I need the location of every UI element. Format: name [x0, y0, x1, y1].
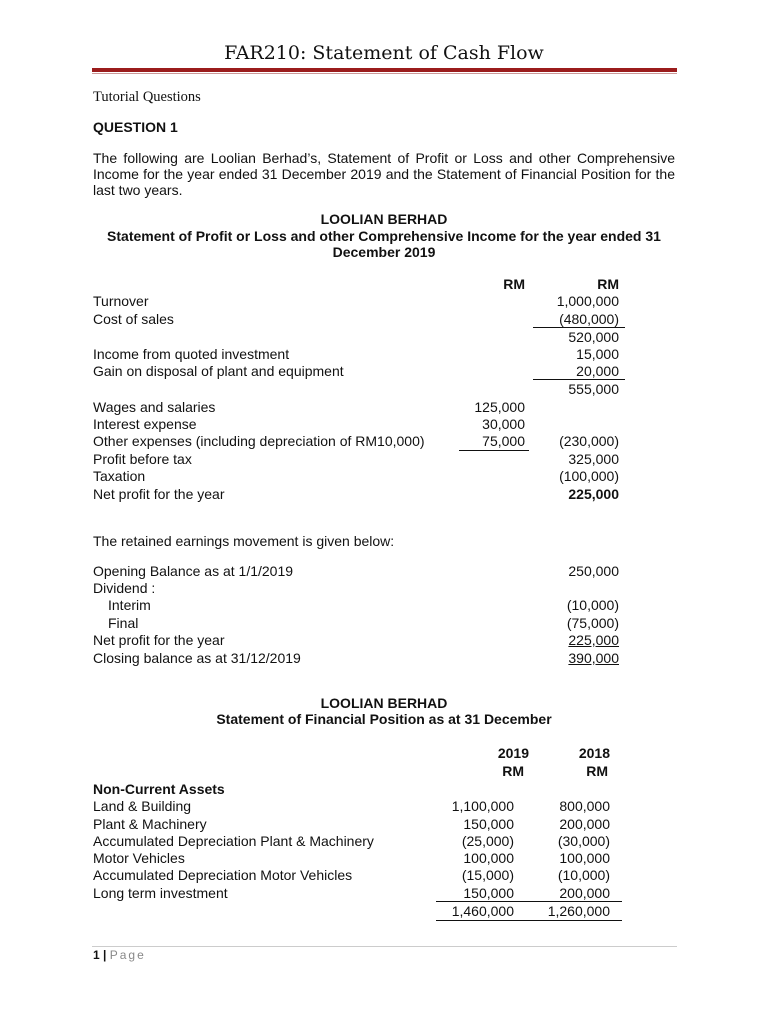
row-value: 325,000	[568, 451, 619, 467]
subtotal-rule	[533, 379, 625, 380]
row-value: 1,000,000	[556, 293, 619, 309]
row-label: Motor Vehicles	[93, 850, 185, 866]
sfp-row-acc-dep-plant	[93, 833, 616, 850]
sfp-col1-year: 2019	[497, 745, 529, 761]
page-number: 1	[93, 948, 100, 962]
header-rule	[92, 68, 677, 72]
row-label: Land & Building	[93, 798, 192, 814]
re-row-opening	[93, 563, 633, 580]
row-value-2018: 200,000	[559, 816, 610, 832]
sfp-section-heading	[93, 781, 633, 798]
tutorial-label: Tutorial Questions	[93, 89, 201, 105]
row-label: Income from quoted investment	[93, 346, 290, 362]
subtotal-rule	[533, 327, 625, 328]
row-value-2019: 1,100,000	[451, 798, 514, 814]
pl-row-turnover	[93, 293, 633, 310]
pl-row-subtotal	[93, 381, 633, 398]
page-footer	[93, 948, 146, 962]
re-row-closing	[93, 650, 633, 667]
pl-row-interest	[93, 416, 633, 433]
row-value: (230,000)	[559, 433, 619, 449]
row-value-2018: (10,000)	[557, 867, 610, 883]
row-value-2018: 200,000	[559, 885, 610, 901]
row-value: 390,000	[568, 650, 619, 666]
sfp-company-name: LOOLIAN BERHAD	[320, 695, 448, 711]
row-value: 20,000	[576, 363, 619, 379]
total-value-2019: 1,460,000	[451, 903, 514, 919]
pl-row-gain-on-disposal	[93, 363, 633, 380]
pl-title-line1: Statement of Profit or Loss and other Comprehensive Income for the year ended 31	[107, 228, 661, 244]
row-label: Opening Balance as at 1/1/2019	[93, 563, 294, 579]
footer-separator: |	[103, 948, 107, 962]
pl-row-net-profit	[93, 486, 633, 503]
pl-column-headers	[93, 276, 633, 293]
row-label: Accumulated Depreciation Plant & Machinery	[93, 833, 374, 849]
row-value: (100,000)	[559, 468, 619, 484]
row-label: Net profit for the year	[93, 632, 225, 648]
row-value: 225,000	[568, 632, 619, 648]
sfp-row-motor-vehicles	[93, 850, 616, 867]
question-intro: The following are Loolian Berhad’s, Statement of Profit or Loss and other Comprehensive Income for the year ended 31 December 2019 and the Statement of Financial Position for the last two years.	[93, 150, 675, 198]
pl-title-line2: December 2019	[332, 244, 436, 260]
row-value: 225,000	[568, 486, 619, 502]
sfp-title: Statement of Financial Position as at 31 December	[216, 711, 552, 727]
row-value-col1: 125,000	[474, 399, 525, 415]
row-value-2018: 100,000	[559, 850, 610, 866]
row-value-2019: 150,000	[463, 885, 514, 901]
pl-row-profit-before-tax	[93, 451, 633, 468]
row-value: (75,000)	[566, 615, 619, 631]
row-value-col1: 75,000	[482, 433, 525, 449]
re-row-dividend	[93, 580, 633, 597]
row-value-2019: (15,000)	[461, 867, 514, 883]
pl-col2-header: RM	[597, 276, 619, 292]
row-value: 15,000	[576, 346, 619, 362]
total-value-2018: 1,260,000	[547, 903, 610, 919]
row-value-2019: 150,000	[463, 816, 514, 832]
row-label: Accumulated Depreciation Motor Vehicles	[93, 867, 353, 883]
total-rule-top	[436, 901, 622, 902]
sfp-col1-unit: RM	[502, 763, 524, 779]
row-value: 250,000	[568, 563, 619, 579]
row-label: Wages and salaries	[93, 399, 216, 415]
row-label: Interest expense	[93, 416, 197, 432]
row-label: Dividend :	[93, 580, 156, 596]
question-heading: QUESTION 1	[93, 119, 178, 135]
row-value-2019: 100,000	[463, 850, 514, 866]
row-label: Final	[108, 615, 139, 631]
row-value-2019: (25,000)	[461, 833, 514, 849]
sfp-row-plant-machinery	[93, 816, 616, 833]
row-value: 555,000	[568, 381, 619, 397]
pl-row-other-expenses	[93, 433, 633, 450]
pl-row-quoted-investment-income	[93, 346, 633, 363]
footer-rule	[92, 946, 677, 947]
row-label: Interim	[108, 597, 151, 613]
re-intro-text: The retained earnings movement is given below:	[93, 533, 395, 549]
pl-company-name: LOOLIAN BERHAD	[320, 211, 448, 227]
re-row-interim	[93, 597, 633, 614]
row-value: (10,000)	[566, 597, 619, 613]
row-label: Long term investment	[93, 885, 228, 901]
pl-row-cost-of-sales	[93, 311, 633, 328]
row-label: Taxation	[93, 468, 146, 484]
row-label: Gain on disposal of plant and equipment	[93, 363, 344, 379]
document-header-title: FAR210: Statement of Cash Flow	[224, 42, 544, 64]
sfp-row-total	[93, 903, 616, 920]
row-value: (480,000)	[559, 311, 619, 327]
pl-row-gross-profit	[93, 329, 633, 346]
sfp-year-headers	[93, 745, 618, 762]
re-row-final	[93, 615, 633, 632]
retained-earnings-intro	[93, 533, 675, 550]
sfp-col2-unit: RM	[586, 763, 608, 779]
sfp-col2-year: 2018	[578, 745, 610, 761]
pl-col1-header: RM	[503, 276, 525, 292]
row-label: Turnover	[93, 293, 149, 309]
total-rule-bottom	[436, 920, 622, 921]
re-row-net-profit	[93, 632, 633, 649]
section-label: Non-Current Assets	[93, 781, 225, 797]
pl-row-wages	[93, 399, 633, 416]
row-value: 520,000	[568, 329, 619, 345]
page-label: Page	[109, 948, 146, 962]
row-label: Profit before tax	[93, 451, 192, 467]
row-label: Plant & Machinery	[93, 816, 207, 832]
row-label: Closing balance as at 31/12/2019	[93, 650, 301, 666]
sfp-row-long-term-investment	[93, 885, 616, 902]
row-value-2018: (30,000)	[557, 833, 610, 849]
row-label: Net profit for the year	[93, 486, 225, 502]
row-value-col1: 30,000	[482, 416, 525, 432]
sfp-row-land-building	[93, 798, 616, 815]
sfp-row-acc-dep-motor	[93, 867, 616, 884]
header-rule-thin	[92, 73, 677, 74]
row-label: Cost of sales	[93, 311, 174, 327]
pl-row-taxation	[93, 468, 633, 485]
row-label: Other expenses (including depreciation of RM10,000)	[93, 433, 425, 449]
row-value-2018: 800,000	[559, 798, 610, 814]
sfp-unit-headers	[93, 763, 618, 780]
